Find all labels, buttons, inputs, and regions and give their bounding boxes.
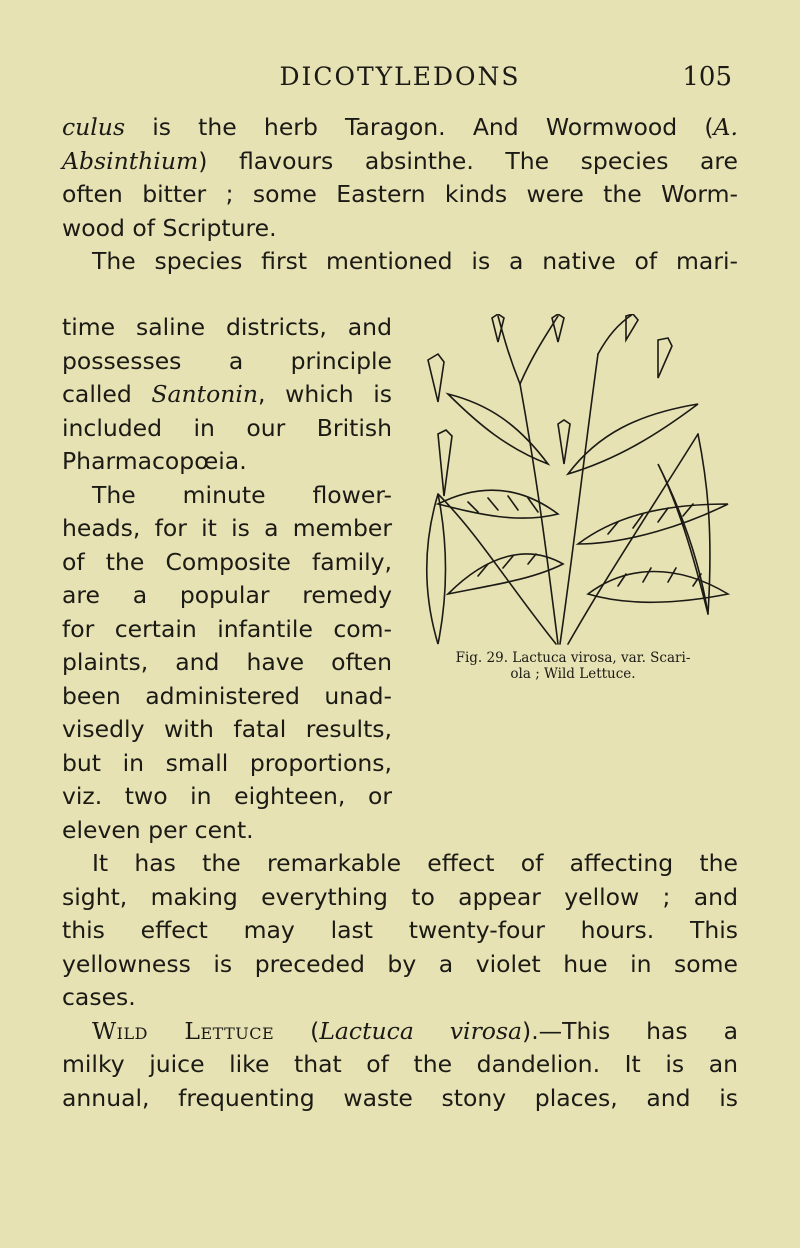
text-line: It has the remarkable effect of affecting the xyxy=(92,849,738,877)
leaf xyxy=(448,394,548,464)
text-line xyxy=(62,111,738,145)
text-line: The minute flower- xyxy=(92,480,392,509)
flower-bud xyxy=(428,354,444,402)
stem xyxy=(520,316,558,384)
text-line: time saline districts, and xyxy=(62,313,392,341)
page-number: 105 xyxy=(682,62,732,92)
flower-bud xyxy=(558,420,570,464)
italic-term: A. xyxy=(713,113,738,141)
running-header-title: DICOTYLEDONS xyxy=(279,62,521,91)
leaf-hatching xyxy=(468,496,538,512)
text-line: are a popular remedy xyxy=(62,581,392,609)
caption-line: Fig. 29. Lactuca virosa, var. Scari- xyxy=(455,650,691,666)
text-line: possesses a principle xyxy=(62,346,392,375)
stem xyxy=(598,314,633,354)
text-line: been administered unad- xyxy=(62,681,392,710)
text-line xyxy=(62,378,392,412)
text-line: this effect may last twenty-four hours. This xyxy=(62,916,738,944)
text-line: cases. xyxy=(62,983,136,1011)
text-line: milky juice like that of the dandelion. It is an xyxy=(62,1050,738,1078)
text-line: eleven per cent. xyxy=(62,815,254,844)
italic-term: Lactuca virosa xyxy=(319,1016,523,1045)
text-line xyxy=(62,1015,738,1049)
text-line: included in our British xyxy=(62,413,392,442)
text-line: heads, for it is a member xyxy=(62,514,392,542)
wrapped-paragraph xyxy=(62,311,392,847)
stem xyxy=(560,354,598,644)
text-line: wood of Scripture. xyxy=(62,213,277,242)
leaf xyxy=(427,494,446,644)
text-line: for certain infantile com- xyxy=(62,614,392,643)
text-line: often bitter ; some Eastern kinds were the Worm- xyxy=(62,180,738,208)
leaf-rib xyxy=(698,434,710,614)
leaf xyxy=(578,504,728,544)
text-line: viz. two in eighteen, or xyxy=(62,782,392,810)
text-line: of the Composite family, xyxy=(62,547,392,576)
text-run: called xyxy=(62,380,152,408)
figure-caption xyxy=(408,650,738,682)
text-line: yellowness is preceded by a violet hue in some xyxy=(62,949,738,978)
text-line: annual, frequenting waste stony places, and is xyxy=(62,1083,738,1112)
flower-bud xyxy=(658,338,672,378)
text-line: The species first mentioned is a native of mari- xyxy=(92,247,738,275)
wild-lettuce-illustration xyxy=(408,314,738,646)
italic-term: Santonin xyxy=(151,380,259,408)
leaf xyxy=(448,554,563,594)
text-run: ).—This has a xyxy=(522,1016,739,1045)
bottom-paragraphs xyxy=(62,847,738,1115)
text-line: Pharmacopœia. xyxy=(62,447,247,475)
running-header xyxy=(0,62,800,102)
flower-bud xyxy=(438,430,452,496)
text-line: sight, making everything to appear yellow ; and xyxy=(62,882,738,911)
stem xyxy=(568,434,698,644)
text-run: ) flavours absinthe. The species are xyxy=(198,146,738,175)
caption-line: ola ; Wild Lettuce. xyxy=(510,666,636,682)
italic-term: culus xyxy=(62,113,126,141)
flower-bud xyxy=(552,314,564,342)
text-run: , which is xyxy=(258,380,393,408)
text-run: ( xyxy=(274,1016,320,1045)
text-line: visedly with fatal results, xyxy=(62,715,392,743)
top-paragraphs xyxy=(62,111,738,279)
text-line: plaints, and have often xyxy=(62,648,392,676)
text-run: is the herb Taragon. And Wormwood ( xyxy=(125,113,714,141)
italic-term: Absinthium xyxy=(62,146,199,175)
text-line: but in small proportions, xyxy=(62,748,392,777)
text-line xyxy=(62,145,738,179)
small-caps-term: Wild Lettuce xyxy=(92,1016,275,1045)
